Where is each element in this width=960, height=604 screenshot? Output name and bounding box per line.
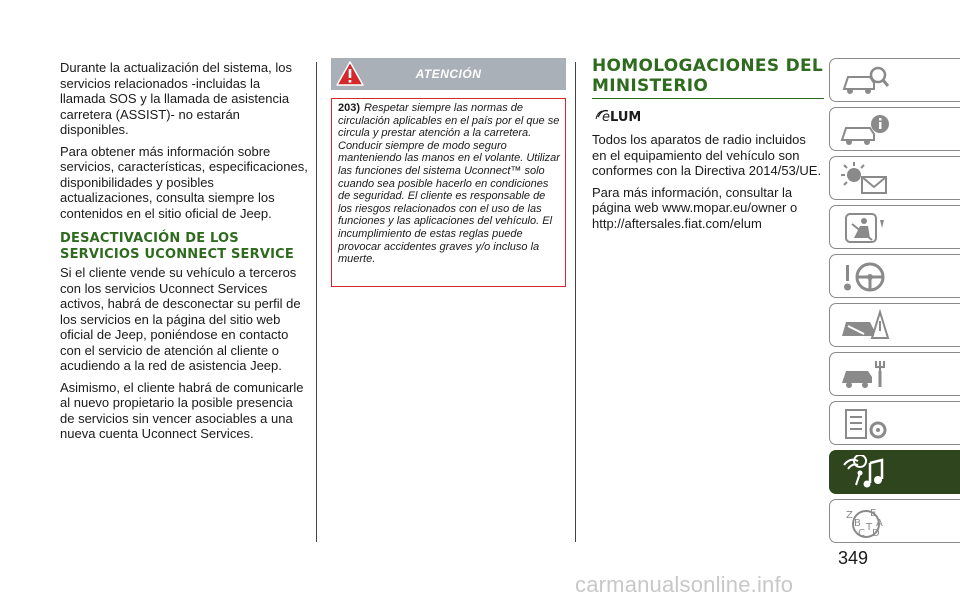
svg-text:B: B — [854, 518, 861, 529]
paragraph: Todos los aparatos de radio incluidos en el equipamiento del vehículo son conformes con la Directiva 2014/53/UE. — [592, 132, 822, 178]
column-divider — [316, 62, 317, 542]
tab-specs-gear[interactable] — [829, 401, 960, 445]
svg-text:Z: Z — [846, 510, 853, 521]
svg-text:C: C — [858, 528, 865, 539]
tab-seat-safety[interactable] — [829, 205, 960, 249]
left-column — [60, 60, 308, 448]
warning-box — [331, 58, 566, 296]
elum-logo — [594, 105, 640, 123]
section-heading: DESACTIVACIÓN DE LOS SERVICIOS UCONNECT SERVICE — [60, 231, 294, 262]
tab-multimedia[interactable] — [829, 450, 960, 494]
tab-alphabet-index[interactable] — [829, 499, 960, 543]
tab-steering-wheel[interactable] — [829, 254, 960, 298]
paragraph: Para obtener más información sobre servicios, características, especificaciones, disponibilidades y posibles actualizaciones, consulta siempre los contenidos en el sitio oficial de Jeep. — [60, 143, 308, 221]
warning-header — [331, 58, 566, 90]
alphabet-index-icon — [840, 504, 890, 540]
car-emergency-icon — [840, 308, 890, 344]
warning-number: 203) — [338, 102, 361, 114]
seat-safety-icon — [840, 210, 890, 246]
multimedia-icon — [840, 455, 890, 491]
paragraph: Si el cliente vende su vehículo a terceros con los servicios Uconnect Services activos, habrá de desconectar su perfil de los servicios en la página del sitio web oficial de Jeep, poniéndose en contacto con el servicio de atención al cliente o acudiendo a la red de asistencia Jeep. — [60, 265, 301, 373]
svg-text:E: E — [870, 508, 877, 519]
car-search-icon — [840, 63, 890, 99]
watermark: carmanualsonline.info — [575, 572, 794, 597]
paragraph: Para más información, consultar la página web www.mopar.eu/owner o http://aftersales.fiat.com/elum — [592, 184, 798, 231]
tab-car-info[interactable] — [829, 107, 960, 151]
right-column — [592, 56, 824, 237]
svg-text:LUM: LUM — [610, 110, 640, 123]
section-heading: HOMOLOGACIONES DEL MINISTERIO — [592, 56, 824, 99]
svg-text:D: D — [872, 528, 880, 539]
tab-car-search[interactable] — [829, 58, 960, 102]
svg-text:T: T — [866, 522, 873, 533]
tab-warning-lights[interactable] — [829, 156, 960, 200]
page-number: 349 — [838, 548, 869, 568]
warning-title: ATENCIÓN — [415, 67, 482, 81]
paragraph: Asimismo, el cliente habrá de comunicarle al nuevo propietario la posible presencia de servicios sin vencer asociables a una nueva cuenta Uconnect Services. — [60, 379, 304, 441]
warning-lights-icon — [840, 161, 890, 197]
svg-text:A: A — [876, 518, 883, 529]
warning-text: Respetar siempre las normas de circulación aplicables en el país por el que se circula y prestar atención a la carretera. Conducir siempre de modo seguro manteniendo las manos en el volante. Utilizar las funciones del sistema Uconnect™ solo cuando sea posible hacerlo en condiciones de seguridad. El cliente es responsable de los riesgos relacionados con el uso de las funciones y las aplicaciones del vehículo. El incumplimiento de estas reglas puede provocar accidentes graves y/o incluso la muerte. — [338, 102, 560, 266]
steering-wheel-icon — [840, 259, 890, 295]
paragraph: Durante la actualización del sistema, los servicios relacionados -incluidas la llamada SOS y la llamada de asistencia carretera (ASSIST)- no estarán disponibles. — [60, 60, 292, 137]
tab-car-emergency[interactable] — [829, 303, 960, 347]
tab-car-service[interactable] — [829, 352, 960, 396]
car-service-icon — [840, 357, 890, 393]
specs-gear-icon — [840, 406, 890, 442]
warning-body — [331, 98, 566, 287]
warning-paragraph — [338, 102, 560, 266]
column-divider — [575, 62, 576, 542]
svg-text:e: e — [602, 110, 610, 123]
car-info-icon — [840, 112, 890, 148]
